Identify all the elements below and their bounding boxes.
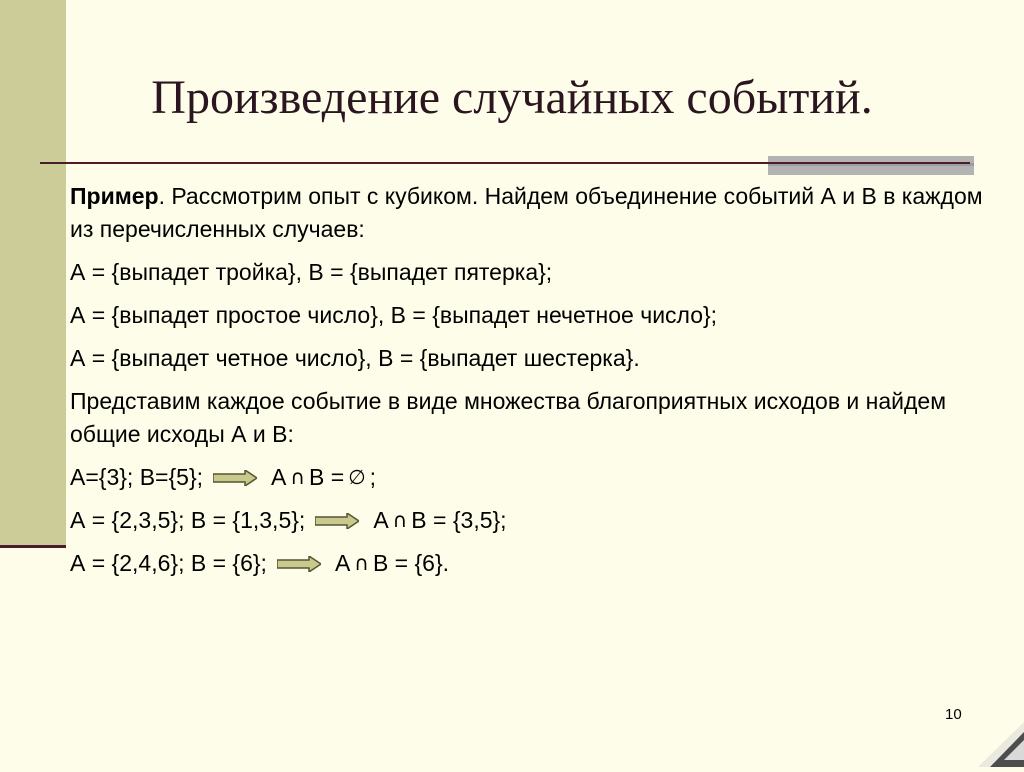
example-text: . Рассмотрим опыт с кубиком. Найдем объединение событий А и В в каждом из перечисленных случаев: xyxy=(70,183,983,242)
result-a: А xyxy=(373,507,389,533)
title-rule-accent xyxy=(768,156,974,175)
intersection-symbol: ∩ xyxy=(392,508,408,532)
solution-3 xyxy=(70,547,1005,580)
solution-sets: А = {2,4,6}; В = {6}; xyxy=(70,550,267,576)
page-number: 10 xyxy=(945,706,962,723)
solution-sets: А = {2,3,5}; В = {1,3,5}; xyxy=(70,507,306,533)
result-b: В = xyxy=(309,464,345,490)
title-rule xyxy=(40,162,970,164)
solution-sets: А={3}; В={5}; xyxy=(70,464,204,490)
case-1: А = {выпадет тройка}, В = {выпадет пятерка}; xyxy=(70,259,553,285)
slide-title: Произведение случайных событий. xyxy=(151,71,873,124)
solution-2 xyxy=(70,504,1005,537)
intro-paragraph: Представим каждое событие в виде множества благоприятных исходов и найдем общие исходы А и В: xyxy=(70,388,947,447)
result-b: В = {3,5}; xyxy=(411,507,507,533)
right-arrow-icon xyxy=(315,513,359,529)
result-a: А xyxy=(334,550,351,576)
right-arrow-icon xyxy=(277,556,321,572)
sidebar-rule xyxy=(0,545,66,548)
corner-triangle-icon xyxy=(978,722,1024,767)
result-a: А xyxy=(271,464,287,490)
intersection-symbol: ∩ xyxy=(290,465,306,489)
example-label: Пример xyxy=(70,183,159,209)
slide-body xyxy=(70,180,1005,590)
case-3: А = {выпадет четное число}, В = {выпадет шестерка}. xyxy=(70,345,640,371)
result-tail: ; xyxy=(369,464,376,490)
right-arrow-icon xyxy=(213,470,257,486)
solution-1 xyxy=(70,461,1005,494)
empty-set-symbol: ∅ xyxy=(348,465,366,489)
case-2: А = {выпадет простое число}, В = {выпадет нечетное число}; xyxy=(70,302,718,328)
intersection-symbol: ∩ xyxy=(354,551,369,575)
example-paragraph xyxy=(70,180,1005,246)
result-b: В = {6}. xyxy=(372,550,450,576)
